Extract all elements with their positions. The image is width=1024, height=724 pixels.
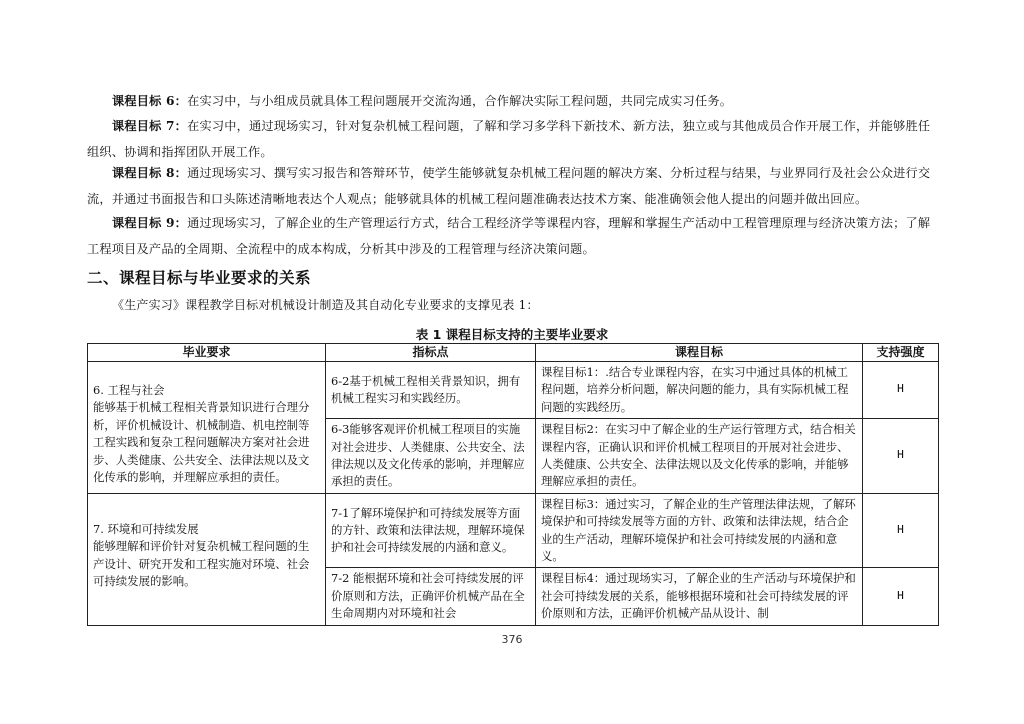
header-indicator: 指标点 <box>326 344 536 362</box>
header-objective: 课程目标 <box>536 344 863 362</box>
section-title: 二、课程目标与毕业要求的关系 <box>87 269 312 287</box>
objective-paragraph-8 <box>87 161 939 212</box>
objective-text: 通过现场实习、撰写实习报告和答辩环节，使学生能够就复杂机械工程问题的解决方案、分析过程与结果，与业界同行及社会公众进行交流，并通过书面报告和口头陈述清晰地表达个人观点；能够就具体的机械工程问题准确表达技术方案、能准确领会他人提出的问题并做出回应。 <box>87 166 931 206</box>
objective-label: 课程目标 8： <box>112 166 188 180</box>
objective-text: 通过现场实习，了解企业的生产管理运行方式，结合工程经济学等课程内容，理解和掌握生产活动中工程管理原理与经济决策方法；了解工程项目及产品的全周期、全流程中的成本构成，分析其中涉及的工程管理与经济决策问题。 <box>87 216 931 256</box>
requirement-cell: 6. 工程与社会 能够基于机械工程相关背景知识进行合理分析，评价机械设计、机械制造、机电控制等工程实践和复杂工程问题解决方案对社会进步、人类健康、公共安全、法律法规以及文化传承的影响，并理解应承担的责任。 <box>88 362 326 494</box>
strength-cell: H <box>863 419 939 494</box>
objective-label: 课程目标 6： <box>112 94 188 108</box>
table-intro: 《生产实习》课程教学目标对机械设计制造及其自动化专业要求的支撑见表 1： <box>112 298 539 312</box>
page-number: 376 <box>501 633 523 646</box>
objective-label: 课程目标 9： <box>112 216 188 230</box>
table-header-row <box>88 344 939 362</box>
strength-cell: H <box>863 362 939 419</box>
objective-cell: 课程目标1：.结合专业课程内容，在实习中通过具体的机械工程问题，培养分析问题，解决问题的能力，具有实际机械工程问题的实践经历。 <box>536 362 863 419</box>
objective-label: 课程目标 7： <box>112 119 188 133</box>
strength-cell: H <box>863 568 939 625</box>
requirement-cell: 7. 环境和可持续发展 能够理解和评价针对复杂机械工程问题的生产设计、研究开发和工程实施对环境、社会可持续发展的影响。 <box>88 493 326 625</box>
objective-cell: 课程目标4：通过现场实习，了解企业的生产活动与环境保护和社会可持续发展的关系，能够根据环境和社会可持续发展的评价原则和方法，正确评价机械产品从设计、制 <box>536 568 863 625</box>
objective-cell: 课程目标3：通过实习，了解企业的生产管理法律法规，了解环境保护和可持续发展等方面的方针、政策和法律法规，结合企业的生产活动，理解环境保护和社会可持续发展的内涵和意义。 <box>536 493 863 568</box>
strength-cell: H <box>863 493 939 568</box>
objective-paragraph-7 <box>87 114 939 165</box>
objective-text: 在实习中，与小组成员就具体工程问题展开交流沟通，合作解决实际工程问题，共同完成实习任务。 <box>187 94 733 108</box>
header-requirement: 毕业要求 <box>88 344 326 362</box>
objective-text: 在实习中，通过现场实习，针对复杂机械工程问题，了解和学习多学科下新技术、新方法，独立或与其他成员合作开展工作，并能够胜任组织、协调和指挥团队开展工作。 <box>87 119 931 159</box>
objective-cell: 课程目标2：在实习中了解企业的生产运行管理方式，结合相关课程内容，正确认识和评价机械工程项目的开展对社会进步、人类健康、公共安全、法律法规以及文化传承的影响，并能够理解应承担的责任。 <box>536 419 863 494</box>
indicator-cell: 6-2基于机械工程相关背景知识，拥有机械工程实习和实践经历。 <box>326 362 536 419</box>
indicator-cell: 7-1了解环境保护和可持续发展等方面的方针、政策和法律法规，理解环境保护和社会可持续发展的内涵和意义。 <box>326 493 536 568</box>
table-row <box>88 493 939 568</box>
table-caption: 表 1 课程目标支持的主要毕业要求 <box>415 327 609 342</box>
indicator-cell: 7-2 能根据环境和社会可持续发展的评价原则和方法，正确评价机械产品在全生命周期内对环境和社会 <box>326 568 536 625</box>
requirements-table <box>87 343 939 626</box>
objective-paragraph-6 <box>87 89 939 115</box>
indicator-cell: 6-3能够客观评价机械工程项目的实施对社会进步、人类健康、公共安全、法律法规以及文化传承的影响，并理解应承担的责任。 <box>326 419 536 494</box>
table-row <box>88 362 939 419</box>
header-strength: 支持强度 <box>863 344 939 362</box>
objective-paragraph-9 <box>87 211 939 262</box>
